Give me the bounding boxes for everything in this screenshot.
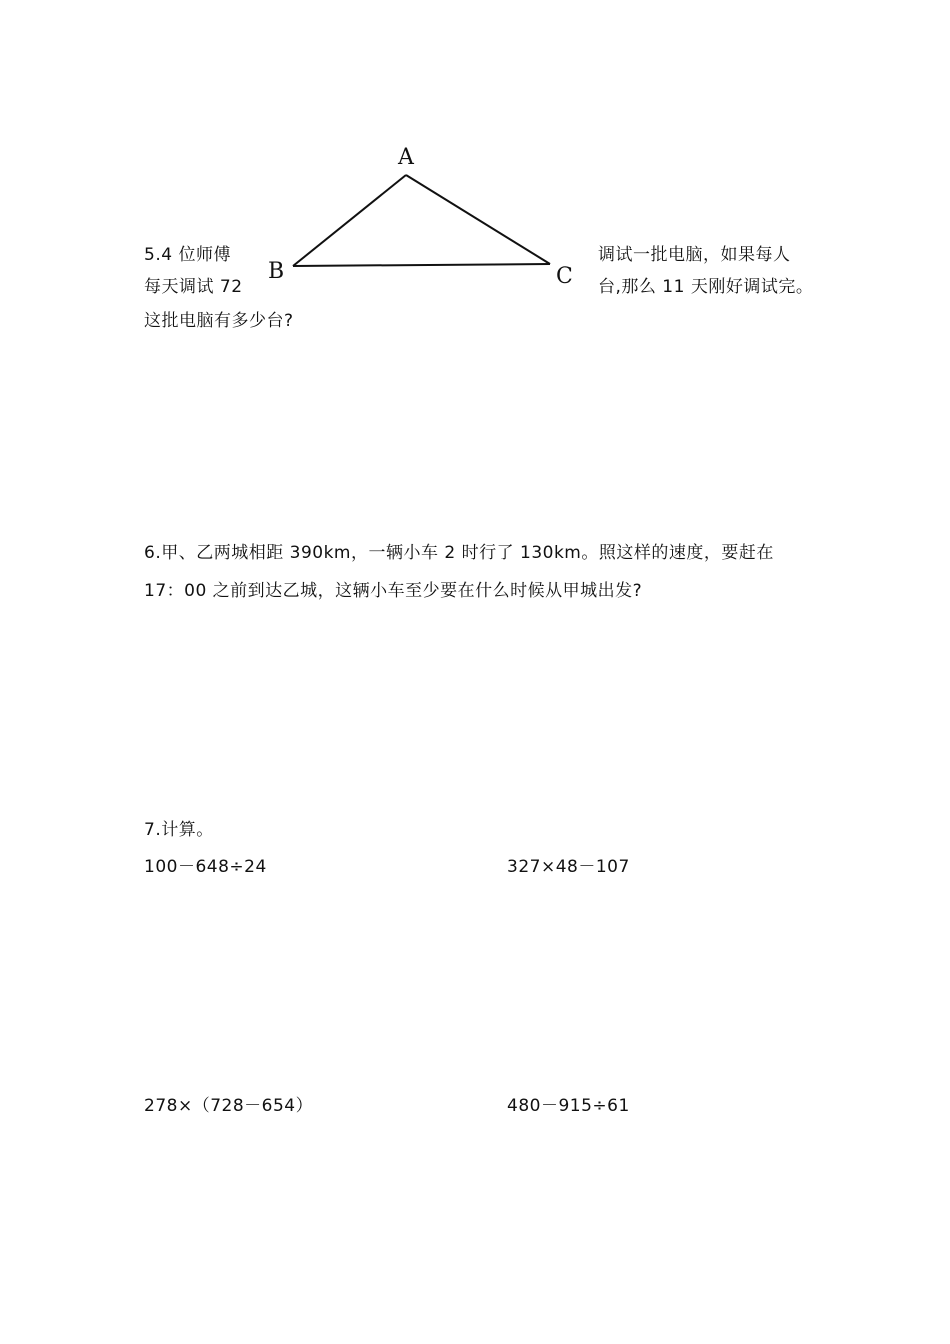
q5-line2-left: 每天调试 72 [144, 277, 243, 297]
q7-heading: 7.计算。 [144, 820, 214, 840]
q7-expression-2: 327×48－107 [507, 857, 630, 877]
q7-expression-3: 278×（728－654） [144, 1096, 314, 1116]
q6-line1: 6.甲、乙两城相距 390km，一辆小车 2 时行了 130km。照这样的速度，要赶在 [144, 543, 774, 563]
triangle-side-ac [406, 175, 550, 264]
q5-line1-left: 5.4 位师傅 [144, 245, 231, 265]
q5-line3: 这批电脑有多少台? [144, 311, 294, 331]
q5-line1-right: 调试一批电脑，如果每人 [598, 245, 791, 265]
vertex-label-c: C [556, 264, 573, 289]
triangle-side-bc [293, 264, 550, 266]
q5-line2-right: 台,那么 11 天刚好调试完。 [598, 277, 814, 297]
vertex-label-b: B [268, 259, 285, 284]
vertex-label-a: A [398, 145, 414, 170]
q6-line2: 17：00 之前到达乙城，这辆小车至少要在什么时候从甲城出发? [144, 581, 643, 601]
q7-expression-1: 100－648÷24 [144, 857, 267, 877]
triangle-side-ab [293, 175, 406, 266]
triangle-figure [0, 0, 950, 320]
q7-expression-4: 480－915÷61 [507, 1096, 630, 1116]
